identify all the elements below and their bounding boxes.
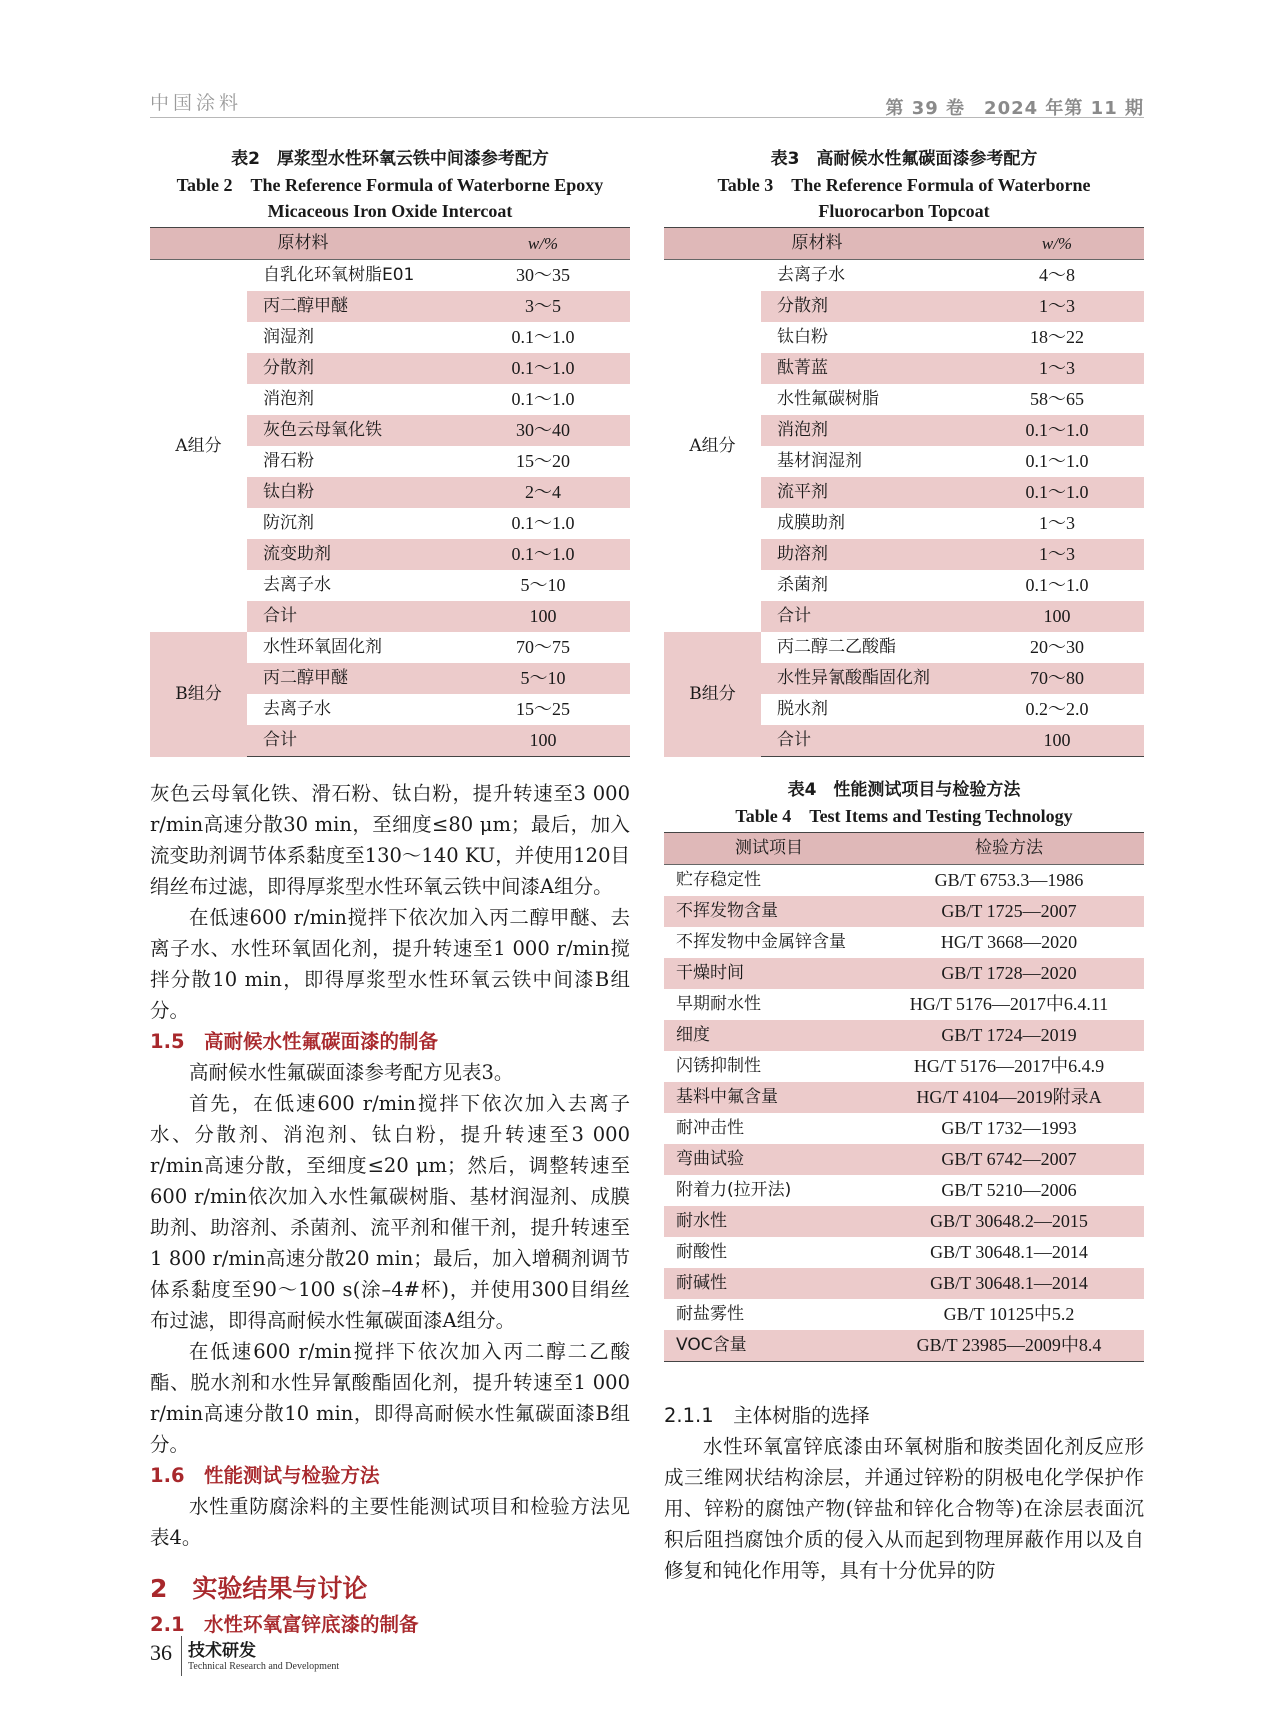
table-row <box>664 927 1144 958</box>
left-paragraph-1: 灰色云母氧化铁、滑石粉、钛白粉，提升转速至3 000 r/min高速分散30 min，至细度≤80 μm；最后，加入流变助剂调节体系黏度至130～140 KU，并使用120目绢丝布过滤，即得厚浆型水性环氧云铁中间漆A组分。 <box>150 782 630 898</box>
value-cell: 1～3 <box>1039 513 1075 533</box>
test-method-cell: GB/T 30648.2—2015 <box>930 1211 1088 1231</box>
left-paragraph-4: 首先，在低速600 r/min搅拌下依次加入去离子水、分散剂、消泡剂、钛白粉，提升转速至3 000 r/min高速分散，至细度≤20 μm；然后，调整转速至600 r/min依次加入水性氟碳树脂、基材润湿剂、成膜助剂、助溶剂、杀菌剂、流平剂和催干剂，提升转速至1 800 r/min高速分散20 min；最后，加入增稠剂调节体系黏度至90～100 s(涂–4#杯)，并使用300目绢丝布过滤，即得高耐候水性氟碳面漆A组分。 <box>150 1092 630 1332</box>
material-cell: 水性异氰酸酯固化剂 <box>761 663 970 694</box>
table3-caption-cn: 表3 高耐候水性氟碳面漆参考配方 <box>770 149 1038 169</box>
section-heading-2-1-1: 2.1.1 主体树脂的选择 <box>664 1404 870 1427</box>
test-method-cell: HG/T 4104—2019附录A <box>916 1087 1102 1107</box>
test-method-cell: GB/T 10125中5.2 <box>943 1304 1075 1324</box>
component-group-label: A组分 <box>664 260 761 633</box>
test-method-cell: GB/T 30648.1—2014 <box>930 1273 1088 1293</box>
material-cell: 滑石粉 <box>263 451 314 471</box>
test-item-cell: 不挥发物中金属锌含量 <box>676 932 846 952</box>
material-cell: 脱水剂 <box>777 699 828 719</box>
table3-col-material: 原材料 <box>791 233 843 253</box>
value-cell: 5～10 <box>456 663 630 694</box>
material-cell: 杀菌剂 <box>777 575 828 595</box>
material-cell: 丙二醇二乙酸酯 <box>777 637 896 657</box>
test-method-cell: HG/T 3668—2020 <box>940 932 1078 952</box>
component-group-label: B组分 <box>150 632 247 757</box>
value-cell: 0.1～1.0 <box>970 415 1144 446</box>
test-item-cell: 耐碱性 <box>676 1273 727 1293</box>
value-cell: 70～80 <box>970 663 1144 694</box>
table-row <box>664 1299 1144 1330</box>
value-cell: 58～65 <box>1030 389 1084 409</box>
material-cell: 成膜助剂 <box>777 513 845 533</box>
test-method-cell: GB/T 1724—2019 <box>941 1025 1077 1045</box>
value-cell: 1～3 <box>970 353 1144 384</box>
table2 <box>150 227 630 757</box>
component-group-label: A组分 <box>150 260 247 633</box>
table-row <box>664 1113 1144 1144</box>
left-paragraph-2: 在低速600 r/min搅拌下依次加入丙二醇甲醚、去离子水、水性环氧固化剂，提升转速至1 000 r/min搅拌分散10 min，即得厚浆型水性环氧云铁中间漆B组分。 <box>150 906 630 1022</box>
table4 <box>664 832 1144 1362</box>
value-cell: 0.2～2.0 <box>1025 699 1089 719</box>
footer-section-en: Technical Research and Development <box>188 1661 340 1672</box>
left-paragraph-3: 高耐候水性氟碳面漆参考配方见表3。 <box>189 1061 514 1084</box>
material-cell: 丙二醇甲醚 <box>247 663 456 694</box>
test-method-cell: GB/T 1728—2020 <box>941 963 1077 983</box>
table-row <box>664 896 1144 927</box>
test-item-cell: 耐酸性 <box>676 1242 727 1262</box>
test-item-cell: 弯曲试验 <box>676 1149 744 1169</box>
issue-info: 第 39 卷 2024 年第 11 期 <box>885 98 1144 119</box>
table2-col-material: 原材料 <box>277 233 329 253</box>
table2-body <box>150 260 630 757</box>
section-heading-1-6: 1.6 性能测试与检验方法 <box>150 1464 380 1487</box>
test-method-cell: GB/T 6742—2007 <box>941 1149 1077 1169</box>
value-cell: 2～4 <box>456 477 630 508</box>
material-cell: 水性环氧固化剂 <box>263 637 382 657</box>
table3-col-value: w/% <box>1041 234 1073 253</box>
material-cell: 润湿剂 <box>263 327 314 347</box>
table2-caption-en2: Micaceous Iron Oxide Intercoat <box>267 201 513 221</box>
test-method-cell: GB/T 5210—2006 <box>941 1180 1077 1200</box>
test-item-cell: 贮存稳定性 <box>676 870 761 890</box>
value-cell: 0.1～1.0 <box>1025 575 1089 595</box>
material-cell: 流平剂 <box>761 477 970 508</box>
material-cell: 酞菁蓝 <box>761 353 970 384</box>
material-cell: 自乳化环氧树脂E01 <box>263 265 415 285</box>
material-cell: 基材润湿剂 <box>777 451 862 471</box>
section-heading-1-5: 1.5 高耐候水性氟碳面漆的制备 <box>150 1030 439 1053</box>
value-cell: 15～25 <box>516 699 570 719</box>
table3-header-row <box>664 228 1144 260</box>
value-cell: 30～35 <box>516 265 570 285</box>
test-item-cell: 耐冲击性 <box>676 1118 744 1138</box>
material-cell: 合计 <box>761 725 970 757</box>
right-paragraph-1: 水性环氧富锌底漆由环氧树脂和胺类固化剂反应形成三维网状结构涂层，并通过锌粉的阴极电化学保护作用、锌粉的腐蚀产物(锌盐和锌化合物等)在涂层表面沉积后阻挡腐蚀介质的侵入从而起到物理屏蔽作用以及自修复和钝化作用等，具有十分优异的防 <box>664 1435 1144 1582</box>
value-cell: 0.1～1.0 <box>1025 451 1089 471</box>
table-row <box>664 1237 1144 1268</box>
left-column-text <box>150 778 630 1640</box>
value-cell: 0.1～1.0 <box>511 327 575 347</box>
value-cell: 1～3 <box>970 291 1144 322</box>
table2-caption-en1: Table 2 The Reference Formula of Waterborne Epoxy <box>176 175 604 195</box>
table-row <box>664 1051 1144 1082</box>
value-cell: 18～22 <box>1030 327 1084 347</box>
table-row <box>664 260 1144 292</box>
table4-caption <box>664 777 1144 829</box>
material-cell: 防沉剂 <box>263 513 314 533</box>
value-cell: 100 <box>970 601 1144 632</box>
table-row <box>664 989 1144 1020</box>
left-paragraph-6: 水性重防腐涂料的主要性能测试项目和检验方法见表4。 <box>150 1495 630 1549</box>
table-row <box>664 1144 1144 1175</box>
value-cell: 1～3 <box>970 539 1144 570</box>
test-method-cell: GB/T 30648.1—2014 <box>930 1242 1088 1262</box>
test-item-cell: 附着力(拉开法) <box>676 1180 792 1200</box>
table2-caption <box>150 146 630 224</box>
test-item-cell: 早期耐水性 <box>676 994 761 1014</box>
test-method-cell: GB/T 23985—2009中8.4 <box>874 1330 1144 1362</box>
footer-section-cn: 技术研发 <box>188 1641 256 1661</box>
section-heading-2: 2 实验结果与讨论 <box>150 1574 368 1603</box>
value-cell: 0.1～1.0 <box>456 539 630 570</box>
test-item-cell: 细度 <box>676 1025 710 1045</box>
test-item-cell: 耐盐雾性 <box>676 1304 744 1324</box>
test-item-cell: 闪锈抑制性 <box>676 1056 761 1076</box>
page-number: 36 <box>150 1640 172 1665</box>
material-cell: 丙二醇甲醚 <box>247 291 456 322</box>
test-item-cell: 耐水性 <box>676 1211 727 1231</box>
material-cell: 合计 <box>247 601 456 632</box>
material-cell: 合计 <box>761 601 970 632</box>
material-cell: 分散剂 <box>761 291 970 322</box>
test-method-cell: HG/T 5176—2017中6.4.9 <box>913 1056 1105 1076</box>
test-method-cell: GB/T 1732—1993 <box>941 1118 1077 1138</box>
table3 <box>664 227 1144 757</box>
table4-col-item: 测试项目 <box>735 838 803 858</box>
left-paragraph-5: 在低速600 r/min搅拌下依次加入丙二醇二乙酸酯、脱水剂和水性异氰酸酯固化剂，提升转速至1 000 r/min高速分散10 min，即得高耐候水性氟碳面漆B组分。 <box>150 1340 630 1456</box>
table2-caption-cn: 表2 厚浆型水性环氧云铁中间漆参考配方 <box>231 149 549 169</box>
table2-col-value: w/% <box>527 234 559 253</box>
value-cell: 100 <box>970 725 1144 757</box>
test-method-cell: GB/T 1725—2007 <box>941 901 1077 921</box>
value-cell: 15～20 <box>516 451 570 471</box>
material-cell: 分散剂 <box>247 353 456 384</box>
table4-caption-cn: 表4 性能测试项目与检验方法 <box>787 780 1021 800</box>
value-cell: 3～5 <box>456 291 630 322</box>
table-row <box>664 632 1144 663</box>
material-cell: 灰色云母氧化铁 <box>247 415 456 446</box>
material-cell: 流变助剂 <box>247 539 456 570</box>
table4-col-method: 检验方法 <box>975 838 1043 858</box>
table2-header-row <box>150 228 630 260</box>
value-cell: 70～75 <box>516 637 570 657</box>
table4-caption-en: Table 4 Test Items and Testing Technology <box>735 806 1073 826</box>
table3-caption-en2: Fluorocarbon Topcoat <box>818 201 990 221</box>
material-cell: 去离子水 <box>777 265 845 285</box>
material-cell: 去离子水 <box>263 699 331 719</box>
material-cell: 合计 <box>247 725 456 757</box>
table-row <box>664 1020 1144 1051</box>
test-item-cell: VOC含量 <box>664 1330 874 1362</box>
header-rule <box>150 117 1144 118</box>
test-method-cell: GB/T 6753.3—1986 <box>934 870 1084 890</box>
test-method-cell: HG/T 5176—2017中6.4.11 <box>909 994 1109 1014</box>
table4-header-row <box>664 833 1144 865</box>
value-cell: 5～10 <box>520 575 566 595</box>
material-cell: 助溶剂 <box>761 539 970 570</box>
table-row <box>664 1175 1144 1206</box>
test-item-cell: 不挥发物含量 <box>676 901 778 921</box>
table-row <box>664 865 1144 897</box>
material-cell: 消泡剂 <box>761 415 970 446</box>
value-cell: 0.1～1.0 <box>511 389 575 409</box>
value-cell: 100 <box>456 601 630 632</box>
material-cell: 钛白粉 <box>777 327 828 347</box>
table-row <box>664 1268 1144 1299</box>
material-cell: 水性氟碳树脂 <box>777 389 879 409</box>
value-cell: 0.1～1.0 <box>970 477 1144 508</box>
test-item-cell: 干燥时间 <box>676 963 744 983</box>
table3-caption-en1: Table 3 The Reference Formula of Waterborne <box>717 175 1091 195</box>
value-cell: 4～8 <box>1039 265 1075 285</box>
section-heading-2-1: 2.1 水性环氧富锌底漆的制备 <box>150 1613 419 1636</box>
table-row <box>664 1330 1144 1362</box>
table-row <box>150 260 630 292</box>
value-cell: 0.1～1.0 <box>511 513 575 533</box>
table-row <box>664 958 1144 989</box>
value-cell: 30～40 <box>456 415 630 446</box>
component-group-label: B组分 <box>664 632 761 757</box>
table4-body <box>664 865 1144 1362</box>
material-cell: 去离子水 <box>263 575 331 595</box>
table3-body <box>664 260 1144 757</box>
table-row <box>664 1082 1144 1113</box>
material-cell: 消泡剂 <box>263 389 314 409</box>
test-item-cell: 基料中氟含量 <box>676 1087 778 1107</box>
right-column-text <box>664 1400 1144 1586</box>
table3-caption <box>664 146 1144 224</box>
material-cell: 钛白粉 <box>247 477 456 508</box>
value-cell: 20～30 <box>1030 637 1084 657</box>
value-cell: 100 <box>456 725 630 757</box>
footer-divider <box>181 1636 182 1676</box>
table-row <box>150 632 630 663</box>
value-cell: 0.1～1.0 <box>456 353 630 384</box>
table-row <box>664 1206 1144 1237</box>
journal-name: 中国涂料 <box>150 92 243 114</box>
